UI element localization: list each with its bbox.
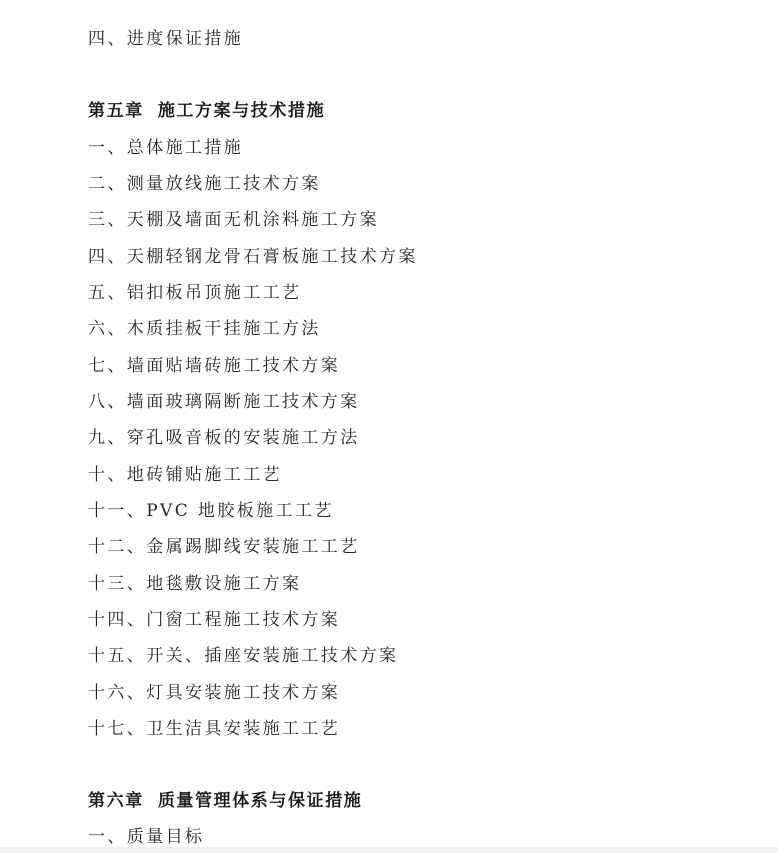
toc-line: 十五、开关、插座安装施工技术方案: [88, 646, 399, 666]
toc-line: 十、地砖铺贴施工工艺: [88, 465, 282, 485]
toc-line: 一、总体施工措施: [88, 138, 244, 158]
chapter-number: 第六章: [88, 791, 144, 811]
toc-line: 二、测量放线施工技术方案: [88, 174, 321, 194]
toc-line: 十三、地毯敷设施工方案: [88, 574, 302, 594]
chapter-title: 施工方案与技术措施: [157, 101, 326, 121]
chapter-title: 质量管理体系与保证措施: [157, 791, 363, 811]
chapter-number: 第五章: [88, 101, 144, 121]
toc-line: 四、天棚轻钢龙骨石膏板施工技术方案: [88, 247, 418, 267]
toc-line: 十二、金属踢脚线安装施工工艺: [88, 537, 360, 557]
toc-line: 七、墙面贴墙砖施工技术方案: [88, 356, 341, 376]
toc-line: 十一、PVC 地胶板施工工艺: [88, 501, 334, 521]
toc-line: 五、铝扣板吊顶施工工艺: [88, 283, 302, 303]
toc-line: 四、进度保证措施: [88, 29, 244, 49]
toc-line: 十七、卫生洁具安装施工工艺: [88, 719, 341, 739]
toc-line: 一、质量目标: [88, 827, 205, 847]
toc-line: 十四、门窗工程施工技术方案: [88, 610, 341, 630]
chapter-heading: [88, 790, 362, 812]
toc-line: 八、墙面玻璃隔断施工技术方案: [88, 392, 360, 412]
toc-line: 六、木质挂板干挂施工方法: [88, 319, 321, 339]
toc-line: 十六、灯具安装施工技术方案: [88, 683, 341, 703]
chapter-heading: [88, 100, 325, 122]
toc-line: 九、穿孔吸音板的安装施工方法: [88, 428, 360, 448]
toc-line: 三、天棚及墙面无机涂料施工方案: [88, 210, 379, 230]
page-bottom-edge: [0, 847, 778, 853]
